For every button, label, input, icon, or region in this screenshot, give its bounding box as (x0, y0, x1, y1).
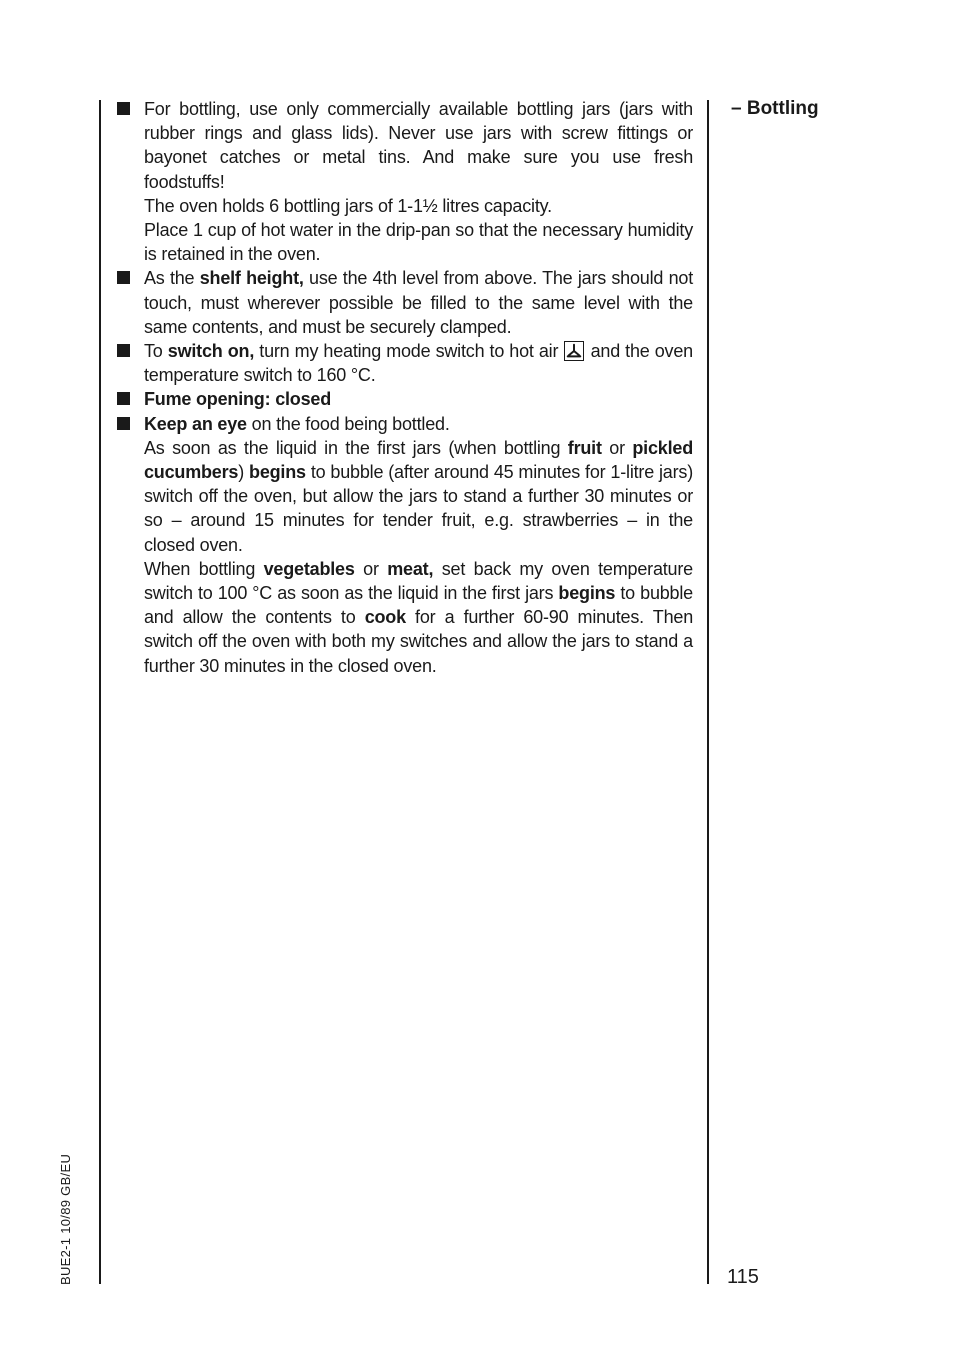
paragraph: Place 1 cup of hot water in the drip-pan so that the necessary humidity is retained in the oven. (144, 220, 693, 265)
list-item (113, 97, 693, 266)
paragraph: When bottling vegetables or meat, set back my oven temperature switch to 100 °C as soon as the liquid in the first jars begins to bubble and allow the contents to cook for a further 60-90 minutes. Then switch off the oven with both my switches and allow the jars to stand a further 30 minutes in the closed oven. (144, 558, 694, 676)
main-text-column (113, 97, 693, 678)
paragraph: As soon as the liquid in the first jars (when bottling fruit or pickled cucumbers) begins to bubble (after around 45 minutes for 1-litre jars) switch off the oven, but allow the jars to stand a further 30 minutes or so – around 15 minutes for tender fruit, e.g. strawberries – in the closed oven. (144, 437, 693, 555)
square-bullet-icon (117, 344, 130, 357)
emphasis: switch on, (167, 341, 255, 362)
paragraph: The oven holds 6 bottling jars of 1-1½ litres capacity. (144, 195, 552, 216)
footer-code-text: BUE2-1 10/89 GB/EU (58, 1153, 73, 1285)
paragraph: Keep an eye on the food being bottled. (144, 413, 450, 434)
section-heading: – Bottling (731, 98, 819, 119)
emphasis: Fume opening: closed (144, 389, 332, 410)
left-margin-rule (99, 100, 101, 1284)
square-bullet-icon (117, 417, 130, 430)
list-item (113, 412, 693, 678)
square-bullet-icon (117, 102, 130, 115)
paragraph: For bottling, use only commercially available bottling jars (jars with rubber rings and glass lids). Never use jars with screw fittings or bayonet catches or metal tins. And make sure you use fresh foodstuffs! (144, 99, 693, 192)
emphasis: shelf height, (199, 268, 304, 289)
footer-code (58, 1140, 208, 1285)
square-bullet-icon (117, 271, 130, 284)
list-item (113, 387, 693, 411)
list-item: To switch on, turn my heating mode switch to hot air and the oven temperature switch to 160 °C. (113, 339, 693, 387)
square-bullet-icon (117, 392, 130, 405)
emphasis: Keep an eye (144, 413, 247, 434)
page-number: 115 (727, 1266, 759, 1288)
list-item: As the shelf height, use the 4th level from above. The jars should not touch, must wherever possible be filled to the same level with the same contents, and must be securely clamped. (113, 266, 693, 339)
fan-hot-air-icon (564, 341, 584, 361)
right-margin-rule (707, 100, 709, 1284)
